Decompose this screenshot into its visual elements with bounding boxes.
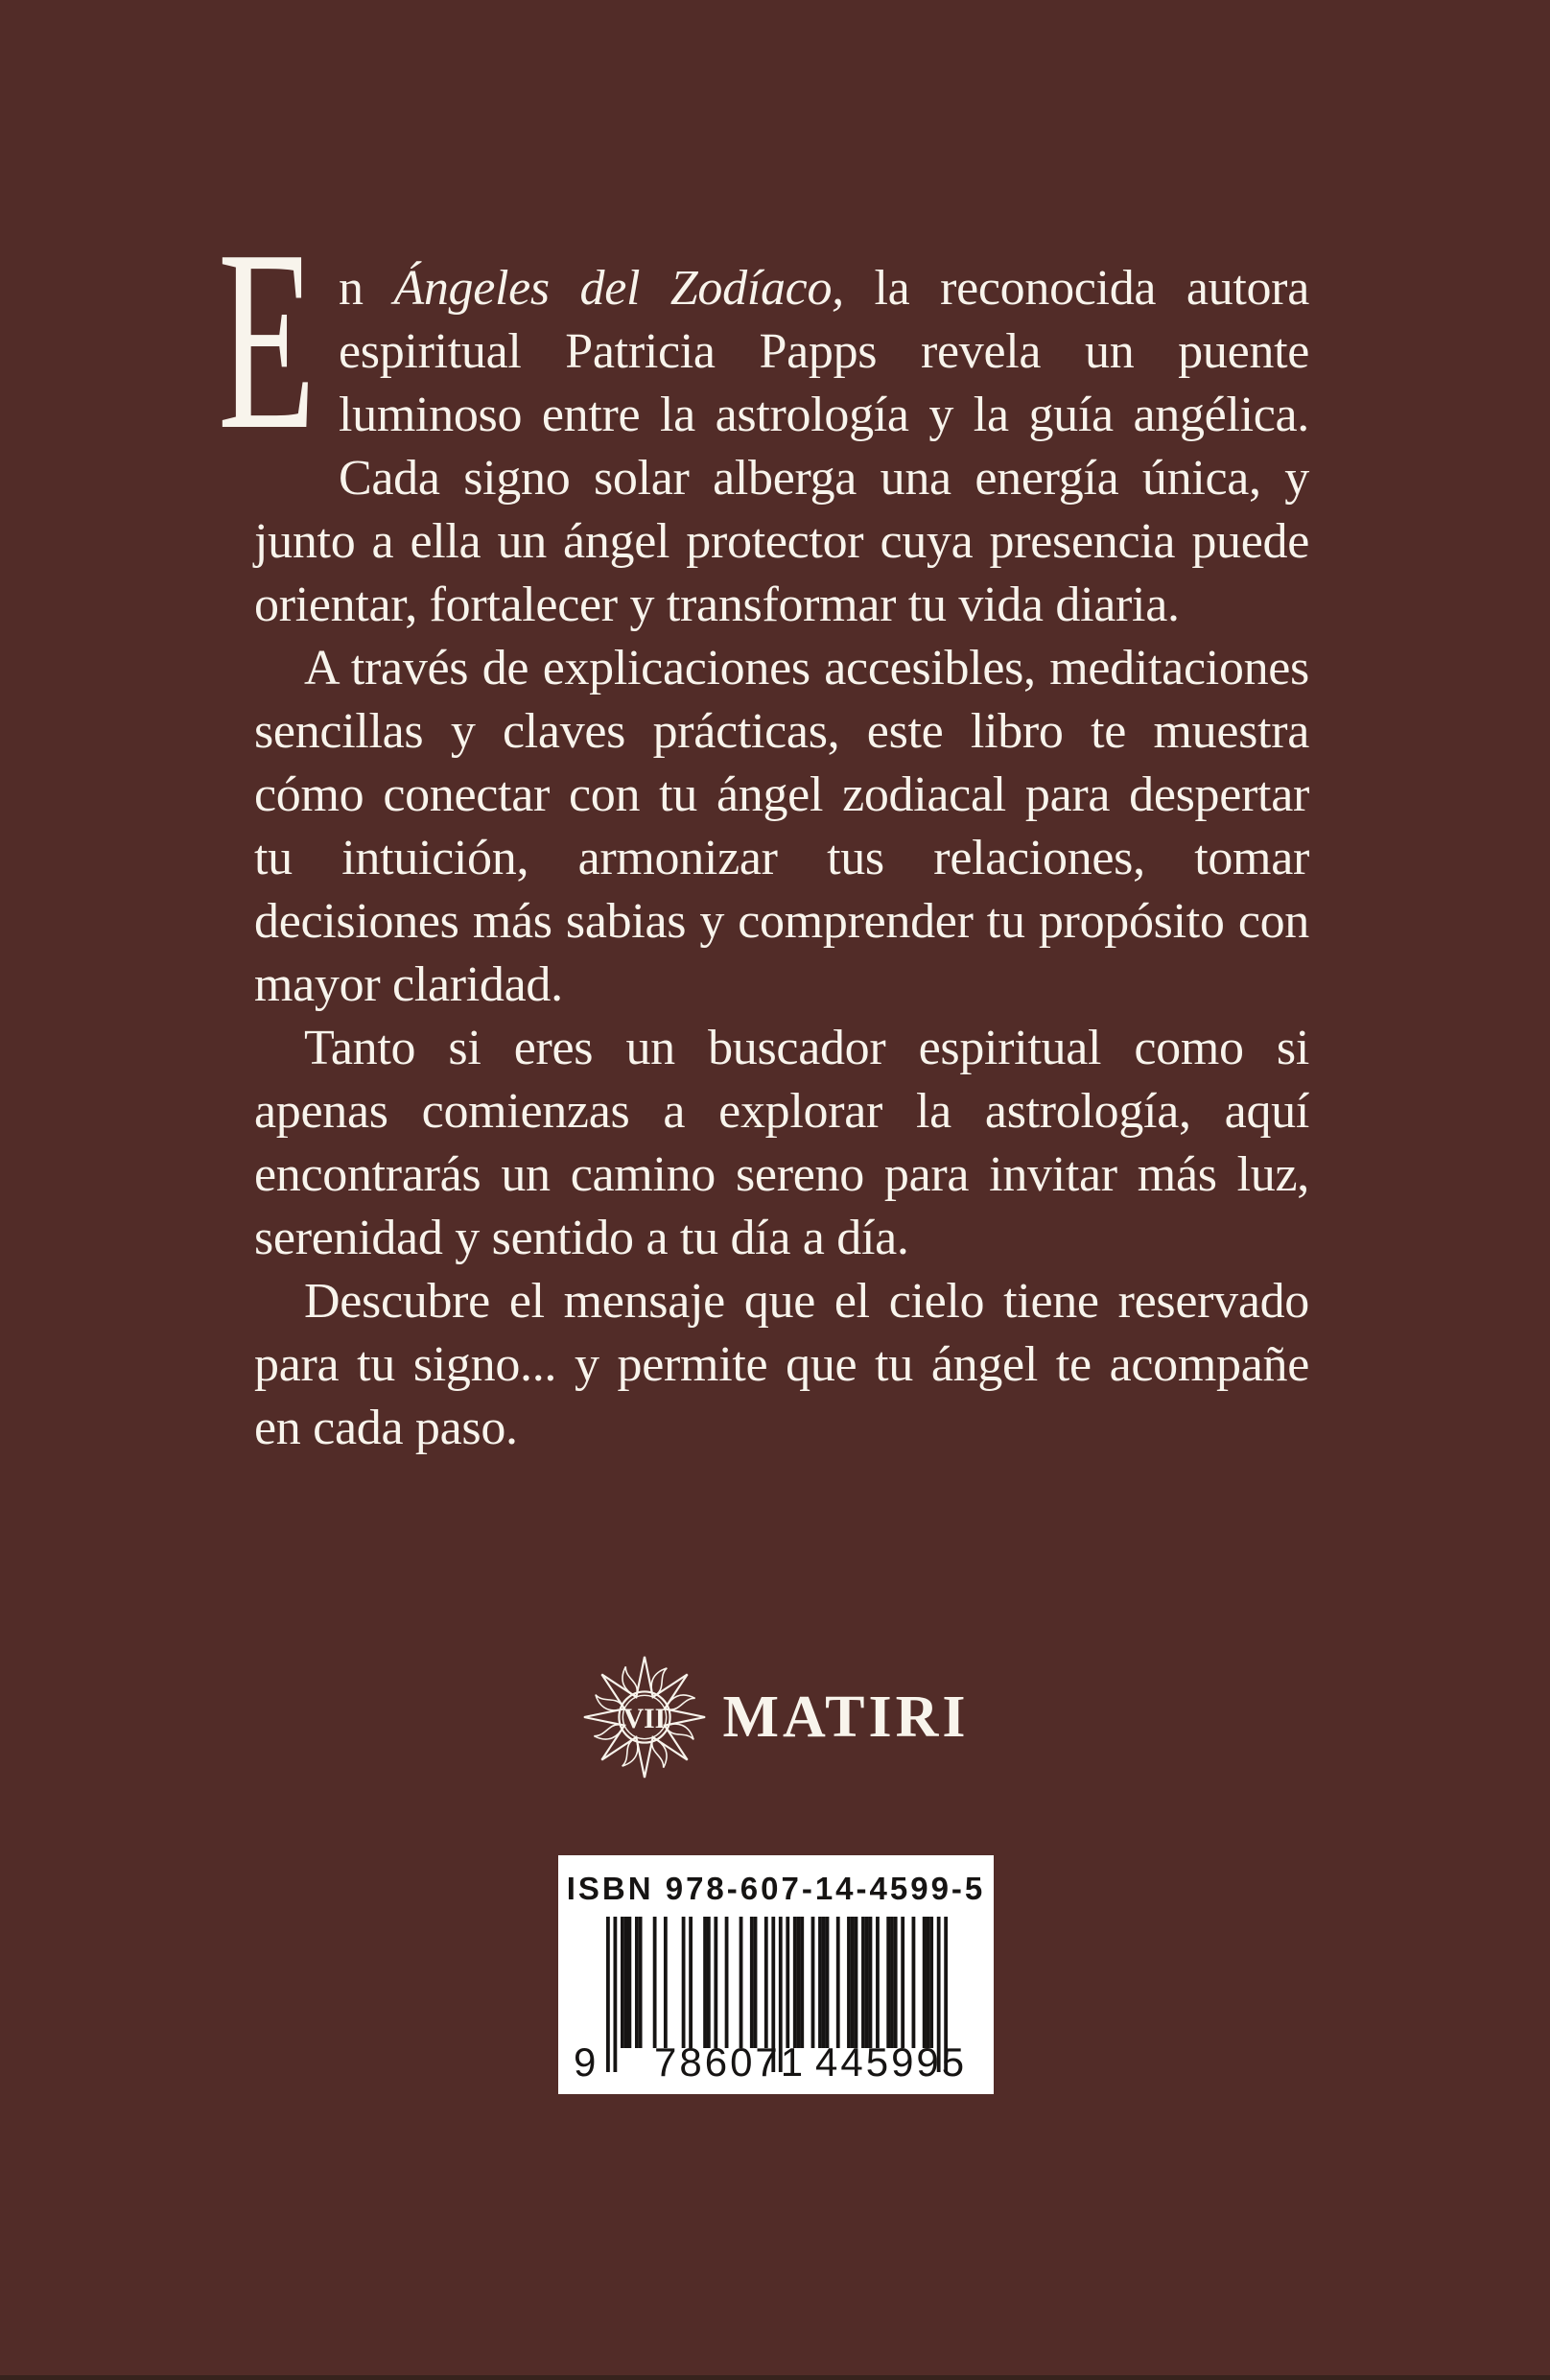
drop-cap-letter: E <box>218 197 317 483</box>
paragraph1-lead: n <box>339 261 394 316</box>
sun-star-logo-icon <box>580 1653 709 1781</box>
synopsis-text <box>218 197 1309 1460</box>
synopsis-paragraph-3: Tanto si eres un buscador espiritual como si apenas comienzas a explorar la astrología, aquí encontrarás un camino sereno para invitar más luz, serenidad y sentido a tu día a día. <box>254 1021 1309 1265</box>
barcode-digits-right-group: 445995 <box>815 2039 968 2085</box>
barcode-digit-9: 9 <box>574 2039 599 2085</box>
barcode-digits-left-group: 786071 <box>654 2039 807 2085</box>
book-title-italic: Ángeles del Zodíaco, <box>393 261 844 316</box>
publisher-block <box>0 1652 1550 1782</box>
logo-roman-numeral: VII <box>623 1703 667 1734</box>
isbn-number-label: ISBN 978-607-14-4599-5 <box>566 1871 986 1906</box>
synopsis-paragraph-1 <box>218 197 1309 637</box>
scan-edge-shadow <box>0 2375 1550 2380</box>
isbn-barcode-panel <box>558 1855 994 2094</box>
synopsis-paragraph-4: Descubre el mensaje que el cielo tiene reservado para tu signo... y permite que tu ángel te acompañe en cada paso. <box>254 1274 1309 1455</box>
synopsis-paragraph-2: A través de explicaciones accesibles, meditaciones sencillas y claves prácticas, este libro te muestra cómo conectar con tu ángel zodiacal para despertar tu intuición, armonizar tus relaciones, tomar decisiones más sabias y comprender tu propósito con mayor claridad. <box>254 641 1309 1012</box>
paragraph1-rest: la reconocida autora espiritual Patricia Papps revela un puente luminoso entre la astrología y la guía angélica. Cada signo solar alberga una energía única, y junto a ella un ángel protector cuya presencia puede orientar, fortalecer y transformar tu vida diaria. <box>254 261 1309 632</box>
publisher-name: MATIRI <box>722 1684 970 1750</box>
